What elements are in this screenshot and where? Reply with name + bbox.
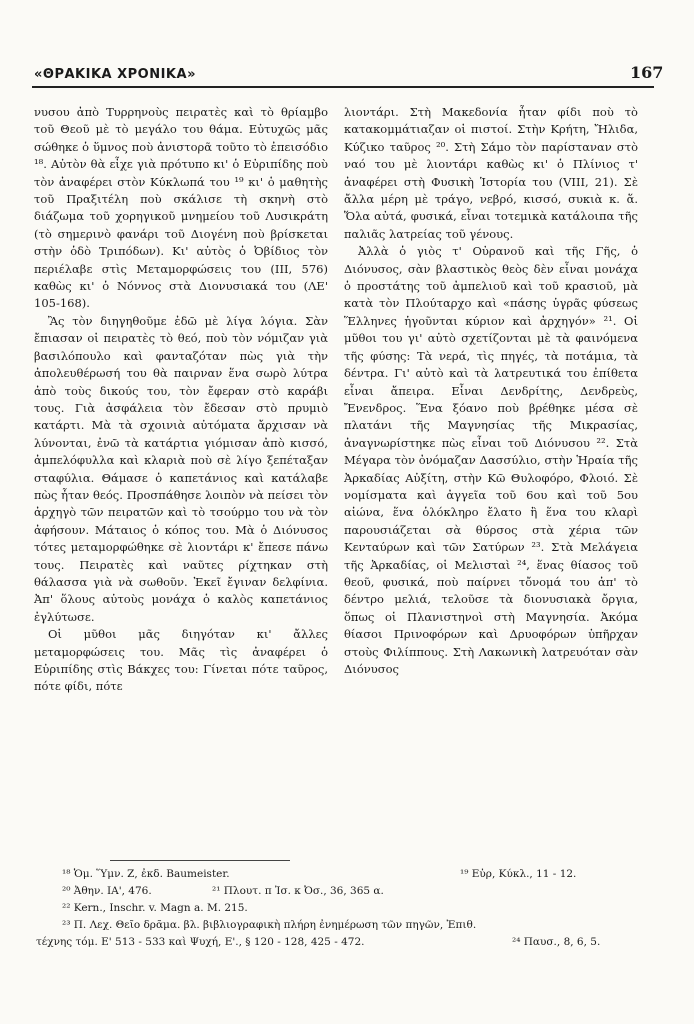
footnote-21: ²¹ Πλουτ. π Ἰσ. κ Ὀσ., 36, 365 α. [212,885,384,897]
paragraph: λιοντάρι. Στὴ Μακεδονία ἦταν φίδι ποὺ τὸ κατακομμάτιαζαν οἱ πιστοί. Στὴν Κρήτη, Ἤλιδα, Κύζικο ταῦρος ²⁰. Στὴ Σάμο τὸν παρίσταναν στὸ ναό του μὲ λιοντάρι καθὼς κι' ὁ Πλίνιος τ' ἀναφέρει στὴ Φυσικὴ Ἱστορία του (VIII, 21). Σὲ ἄλλα μέρη μὲ τράγο, νεβρό, κισσό, συκιὰ κ. ἅ. Ὅλα αὐτά, φυσικά, εἶναι τοτεμικὰ κατάλοιπα τῆς παλιᾶς λατρείας τοῦ γένους. [344,105,638,241]
footnotes [36,866,662,951]
paragraph: Ἂς τὸν διηγηθοῦμε ἐδῶ μὲ λίγα λόγια. Σὰν ἔπιασαν οἱ πειρατὲς τὸ θεό, ποὺ τὸν νόμιζαν γιὰ βασιλόπουλο καὶ φανταζόταν πὼς γιὰ τὴν ἀπολευθέρωσή του θὰ παιρναν ἕνα σωρὸ λύτρα ἀπὸ τοὺς δικούς του, τὸν ἔφεραν στὸ καράβι τους. Γιὰ ἀσφάλεια τὸν ἔδεσαν στὸ πρυμιὸ κατάρτι. Μὰ τὰ σχοινιὰ αὐτόματα ἄρχισαν νὰ λύνονται, ἐνῶ τὰ κατάρτια γιόμισαν ἀπὸ κισσό, ἀμπελόφυλλα καὶ κλαριὰ ποὺ σὲ λίγο ξεπέταξαν σταφύλια. Θάμασε ὁ καπετάνιος καὶ κατάλαβε πὼς ἦταν θεός. Προσπάθησε λοιπὸν νὰ πείσει τὸν ἀρχηγὸ τῶν πειρατῶν καὶ τὸ τσούρμο του νὰ τὸν ἀφήσουν. Μάταιος ὁ κόπος του. Μὰ ὁ Διόνυσος τότες μεταμορφώθηκε σὲ λιοντάρι κ' ἔπεσε πάνω τους. Πειρατὲς καὶ ναῦτες ρίχτηκαν στὴ θάλασσα γιὰ νὰ σωθοῦν. Ἐκεῖ ἔγιναν δελφίνια. Ἀπ' ὅλους αὐτοὺς μονάχα ὁ καλὸς καπετάνιος ἐγλύτωσε. [34,313,328,624]
paragraph: Ἀλλὰ ὁ γιὸς τ' Οὐρανοῦ καὶ τῆς Γῆς, ὁ Διόνυσος, σὰν βλαστικὸς θεὸς δὲν εἶναι μονάχα ὁ προστάτης τοῦ ἀμπελιοῦ καὶ τοῦ κρασιοῦ, μὰ κατὰ τὸν Πλούταρχο καὶ «πάσης ὑγρᾶς φύσεως Ἕλληνες ἡγοῦνται κύριον καὶ ἀρχηγόν» ²¹. Οἱ μῦθοι του γι' αὐτὸ σχετίζονται μὲ τὰ φαινόμενα τῆς φύσης: Τὰ νερά, τὶς πηγές, τὰ ποτάμια, τὰ δέντρα. Γι' αὐτὸ καὶ τὰ λατρευτικά του ἐπίθετα εἶναι ἄπειρα. Εἶναι Δενδρίτης, Δενδρεὺς, Ἔνενδρος. Ἕνα ξόανο ποὺ βρέθηκε μέσα σὲ πλατάνι τῆς Μαγνησίας τῆς Μικρασίας, ἀναγνωρίστηκε πὼς εἶναι τοῦ Διόνυσου ²². Στὰ Μέγαρα τὸν ὀνόμαζαν Δασσύλιο, στὴν Ἡραία τῆς Ἀρκαδίας Αὐξίτη, στὴν Κῶ Θυλοφόρο, Φλοιό. Σὲ νομίσματα καὶ ἀγγεῖα τοῦ 6ου καὶ τοῦ 5ου αἰώνα, ἕνα ὁλόκληρο ἔλατο ἢ ἕνα του κλαρὶ παρουσιάζεται σὰ θύρσος στὰ χέρια τῶν Κενταύρων καὶ τῶν Σατύρων ²³. Στὰ Μελάγεια τῆς Ἀρκαδίας, οἱ Μελισταὶ ²⁴, ἕνας θίασος τοῦ θεοῦ, φυσικά, ποὺ παίρνει τὄνομά του ἀπ' τὸ δέντρο μελιά, τελοῦσε τὰ διονυσιακὰ ὄργια, ὅπως οἱ Πλανιστηνοὶ στὴ Μαγνησία. Ἀκόμα θίασοι Πρινοφόρων καὶ Δρυοφόρων ὑπῆρχαν στοὺς Φιλίππους. Στὴ Λακωνικὴ λατρευόταν σὰν Διόνυσος [344,244,638,676]
footnote-rule [110,860,290,861]
footnote-23-line1: ²³ Π. Λεχ. Θεῖο δρᾶμα. βλ. βιβλιογραφικὴ πλήρη ἐνημέρωση τῶν πηγῶν, Ἐπιθ. [62,919,477,931]
footnote-19: ¹⁹ Εὐρ, Κύκλ., 11 - 12. [460,868,577,880]
left-column [34,104,328,696]
right-column [344,104,638,678]
page-number: 167 [630,63,664,82]
footnote-20: ²⁰ Ἀθην. ΙΑ', 476. [62,885,152,897]
footnote-23-line2: τέχνης τόμ. Ε' 513 - 533 καὶ Ψυχή, Ε'., § 120 - 128, 425 - 472. [36,936,365,948]
footnote-24: ²⁴ Παυσ., 8, 6, 5. [512,936,601,948]
footnote-22: ²² Kern., Inschr. v. Magn a. M. 215. [62,902,248,914]
footnote-18: ¹⁸ Ὁμ. Ὕμν. Ζ, ἐκδ. Baumeister. [62,868,230,880]
paragraph: νυσου ἀπὸ Τυρρηνοὺς πειρατὲς καὶ τὸ θρίαμβο τοῦ Θεοῦ μὲ τὸ μεγάλο του θάμα. Εὐτυχῶς μᾶς σώθηκε ὁ ὕμνος ποὺ ἀνιστορᾶ τοῦτο τὸ ἐπεισόδιο ¹⁸. Αὐτὸν θὰ εἶχε γιὰ πρότυπο κι' ὁ Εὐριπίδης ποὺ τὸν ἀναφέρει στὸν Κύκλωπά του ¹⁹ κι' ὁ μαθητὴς τοῦ Πραξιτέλη ποὺ σκάλισε τὴ σκηνὴ στὸ διάζωμα τοῦ χορηγικοῦ μνημείου τοῦ Λυσικράτη (τὸ σημερινὸ φανάρι τοῦ Διογένη ποὺ βρίσκεται στὴν ὁδὸ Τριπόδων). Κι' αὐτὸς ὁ Ὀβίδιος τὸν περιέλαβε στὶς Μεταμορφώσεις του (ΙΙΙ, 576) καθὼς κι' ὁ Νόννος στὰ Διονυσιακά του (ΛΕ' 105-168). [34,105,328,311]
journal-title: «ΘΡΑΚΙΚΑ ΧΡΟΝΙΚΑ» [34,67,196,82]
header-rule [32,86,654,88]
paragraph: Οἱ μῦθοι μᾶς διηγόταν κι' ἄλλες μεταμορφώσεις του. Μᾶς τὶς ἀναφέρει ὁ Εὐριπίδης στὶς Βάκχες του: Γίνεται πότε ταῦρος, πότε φίδι, πότε [34,627,328,694]
